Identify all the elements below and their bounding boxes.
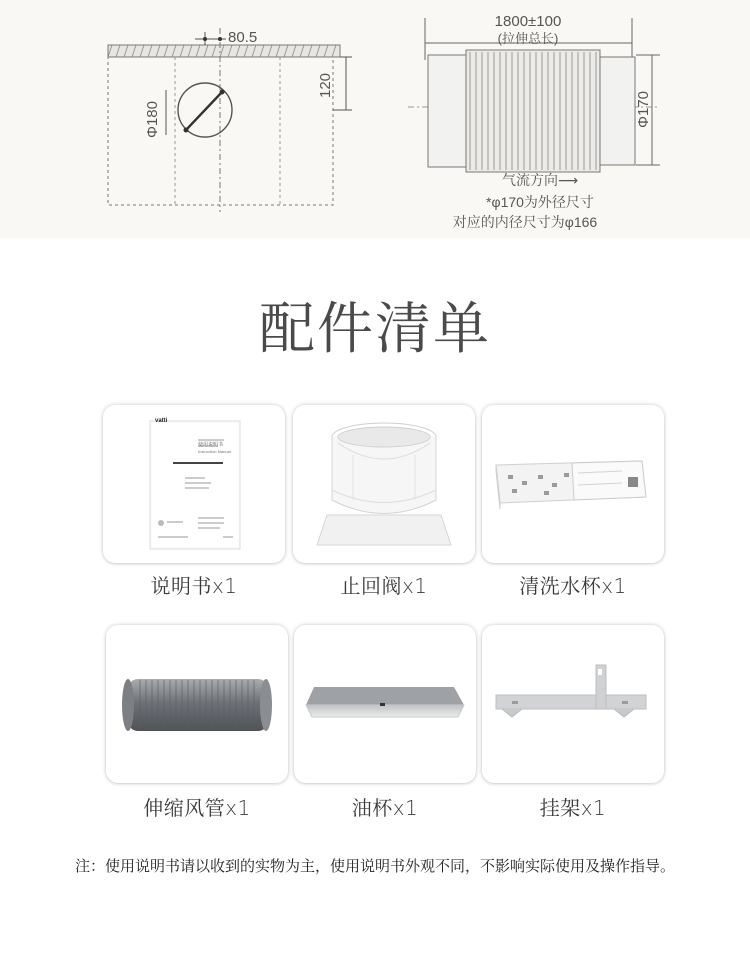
- manual-brand: vatti: [155, 418, 168, 424]
- dim-phi-180: Φ180: [144, 101, 161, 138]
- accessory-card-check-valve: [293, 405, 475, 563]
- accessory-label: 挂架x1: [539, 796, 607, 820]
- check-valve-icon: [293, 405, 475, 563]
- hanging-bracket-icon: [482, 625, 664, 783]
- dimension-drawings: [0, 0, 750, 238]
- accessory-card-cleaning-cup: [482, 405, 664, 563]
- oil-cup-icon: [294, 625, 476, 783]
- duct-length: 1800±100: [494, 13, 562, 30]
- accessory-label: 清洗水杯x1: [519, 574, 627, 598]
- manual-title-cn: 使用说明书: [198, 442, 224, 448]
- accessory-card-oil-cup: [294, 625, 476, 783]
- manual-title-en: Instruction Manual: [198, 449, 231, 454]
- accessory-label: 油杯x1: [351, 796, 419, 820]
- footnote: 注：使用说明书请以收到的实物为主，使用说明书外观不同，不影响实际使用及操作指导。: [74, 857, 675, 875]
- cleaning-cup-icon: [482, 405, 664, 563]
- duct-length-note: (拉伸总长): [497, 31, 559, 46]
- accessory-label: 说明书x1: [150, 574, 238, 598]
- diameter-note-2: 对应的内径尺寸为φ166: [452, 214, 598, 230]
- dim-120: 120: [317, 72, 334, 98]
- accessory-label: 止回阀x1: [340, 574, 428, 598]
- dim-80-5: 80.5: [228, 29, 258, 46]
- manual-booklet-icon: [103, 405, 285, 563]
- dimension-drawings-svg: [0, 0, 750, 238]
- accessory-card-flexible-duct: [106, 625, 288, 783]
- diameter-note-1: *φ170为外径尺寸: [486, 194, 594, 210]
- duct-diameter: Φ170: [635, 91, 652, 128]
- flexible-duct-icon: [106, 625, 288, 783]
- accessory-card-hanging-bracket: [482, 625, 664, 783]
- accessory-card-manual: [103, 405, 285, 563]
- section-title: 配件清单: [259, 297, 491, 362]
- accessory-label: 伸缩风管x1: [143, 796, 251, 820]
- airflow-direction: 气流方向⟶: [501, 172, 579, 188]
